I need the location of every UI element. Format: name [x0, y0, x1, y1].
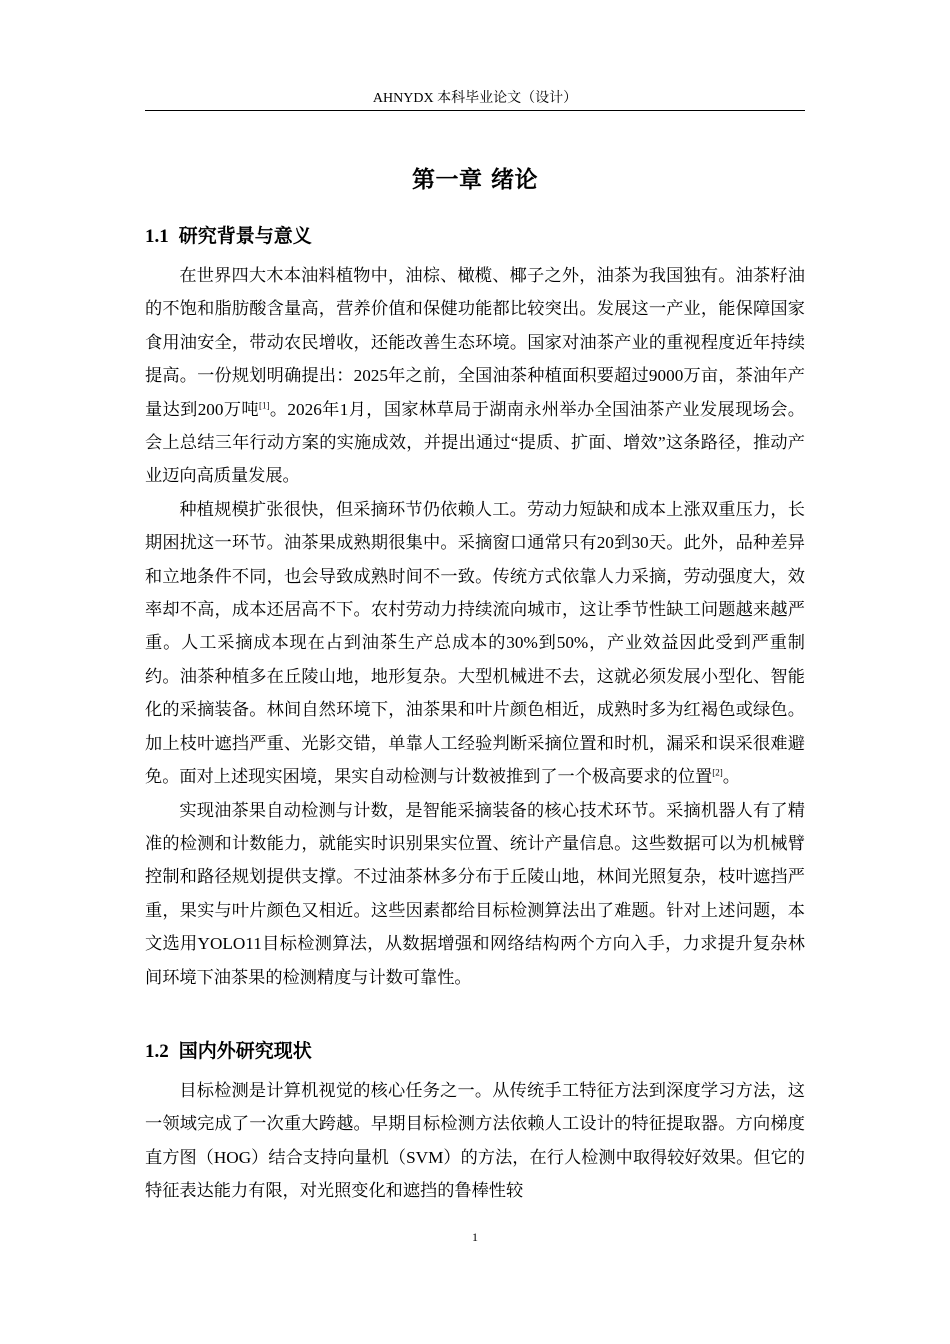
header-rule	[145, 110, 805, 111]
paragraph	[145, 794, 805, 994]
section-title: 国内外研究现状	[178, 1040, 312, 1062]
section-body-1-1	[145, 259, 805, 994]
paragraph-text: 在世界四大木本油料植物中，油棕、橄榄、椰子之外，油茶为我国独有。油茶籽油的不饱和脂肪酸含量高，营养价值和保健功能都比较突出。发展这一产业，能保障国家食用油安全，带动农民增收，还能改善生态环境。国家对油茶产业的重视程度近年持续提高。一份规划明确提出：2025年之前，全国油茶种植面积要超过9000万亩，茶油年产量达到200万吨	[145, 266, 805, 419]
paragraph-text: 。	[722, 767, 740, 787]
chapter-title: 第一章 绪论	[411, 167, 538, 193]
paragraph-text: 。2026年1月，国家林草局于湖南永州举办全国油茶产业发展现场会。会上总结三年行动方案的实施成效，并提出通过“提质、扩面、增效”这条路径，推动产业迈向高质量发展。	[145, 399, 805, 486]
section-body-1-2	[145, 1074, 805, 1208]
paragraph	[145, 1074, 805, 1208]
citation: [1]	[258, 399, 270, 410]
section-number: 1.2	[145, 1041, 169, 1062]
section-heading-1-1	[145, 223, 805, 250]
paragraph-text: 种植规模扩张很快，但采摘环节仍依赖人工。劳动力短缺和成本上涨双重压力，长期困扰这一环节。油茶果成熟期很集中。采摘窗口通常只有20到30天。此外，品种差异和立地条件不同，也会导致成熟时间不一致。传统方式依靠人力采摘，劳动强度大，效率却不高，成本还居高不下。农村劳动力持续流向城市，这让季节性缺工问题越来越严重。人工采摘成本现在占到油茶生产总成本的30%到50%，产业效益因此受到严重制约。油茶种植多在丘陵山地，地形复杂。大型机械进不去，这就必须发展小型化、智能化的采摘装备。林间自然环境下，油茶果和叶片颜色相近，成熟时多为红褐色或绿色。加上枝叶遮挡严重、光影交错，单靠人工经验判断采摘位置和时机，漏采和误采很难避免。面对上述现实困境，果实自动检测与计数被推到了一个极高要求的位置	[145, 499, 805, 787]
running-header: AHNYDX 本科毕业论文（设计）	[372, 91, 578, 106]
paragraph	[145, 259, 805, 493]
section-title: 研究背景与意义	[178, 225, 312, 247]
paragraph	[145, 493, 805, 794]
citation: [2]	[712, 767, 723, 778]
section-number: 1.1	[145, 226, 169, 247]
paragraph-text: 实现油茶果自动检测与计数，是智能采摘装备的核心技术环节。采摘机器人有了精准的检测和计数能力，就能实时识别果实位置、统计产量信息。这些数据可以为机械臂控制和路径规划提供支撑。不过油茶林多分布于丘陵山地，林间光照复杂，枝叶遮挡严重，果实与叶片颜色又相近。这些因素都给目标检测算法出了难题。针对上述问题，本文选用YOLO11目标检测算法，从数据增强和网络结构两个方向入手，力求提升复杂林间环境下油茶果的检测精度与计数可靠性。	[145, 800, 805, 987]
page-number: 1	[472, 1230, 478, 1244]
section-heading-1-2	[145, 1038, 805, 1065]
paragraph-text: 目标检测是计算机视觉的核心任务之一。从传统手工特征方法到深度学习方法，这一领域完成了一次重大跨越。早期目标检测方法依赖人工设计的特征提取器。方向梯度直方图（HOG）结合支持向量机（SVM）的方法，在行人检测中取得较好效果。但它的特征表达能力有限，对光照变化和遮挡的鲁棒性较	[145, 1081, 805, 1201]
